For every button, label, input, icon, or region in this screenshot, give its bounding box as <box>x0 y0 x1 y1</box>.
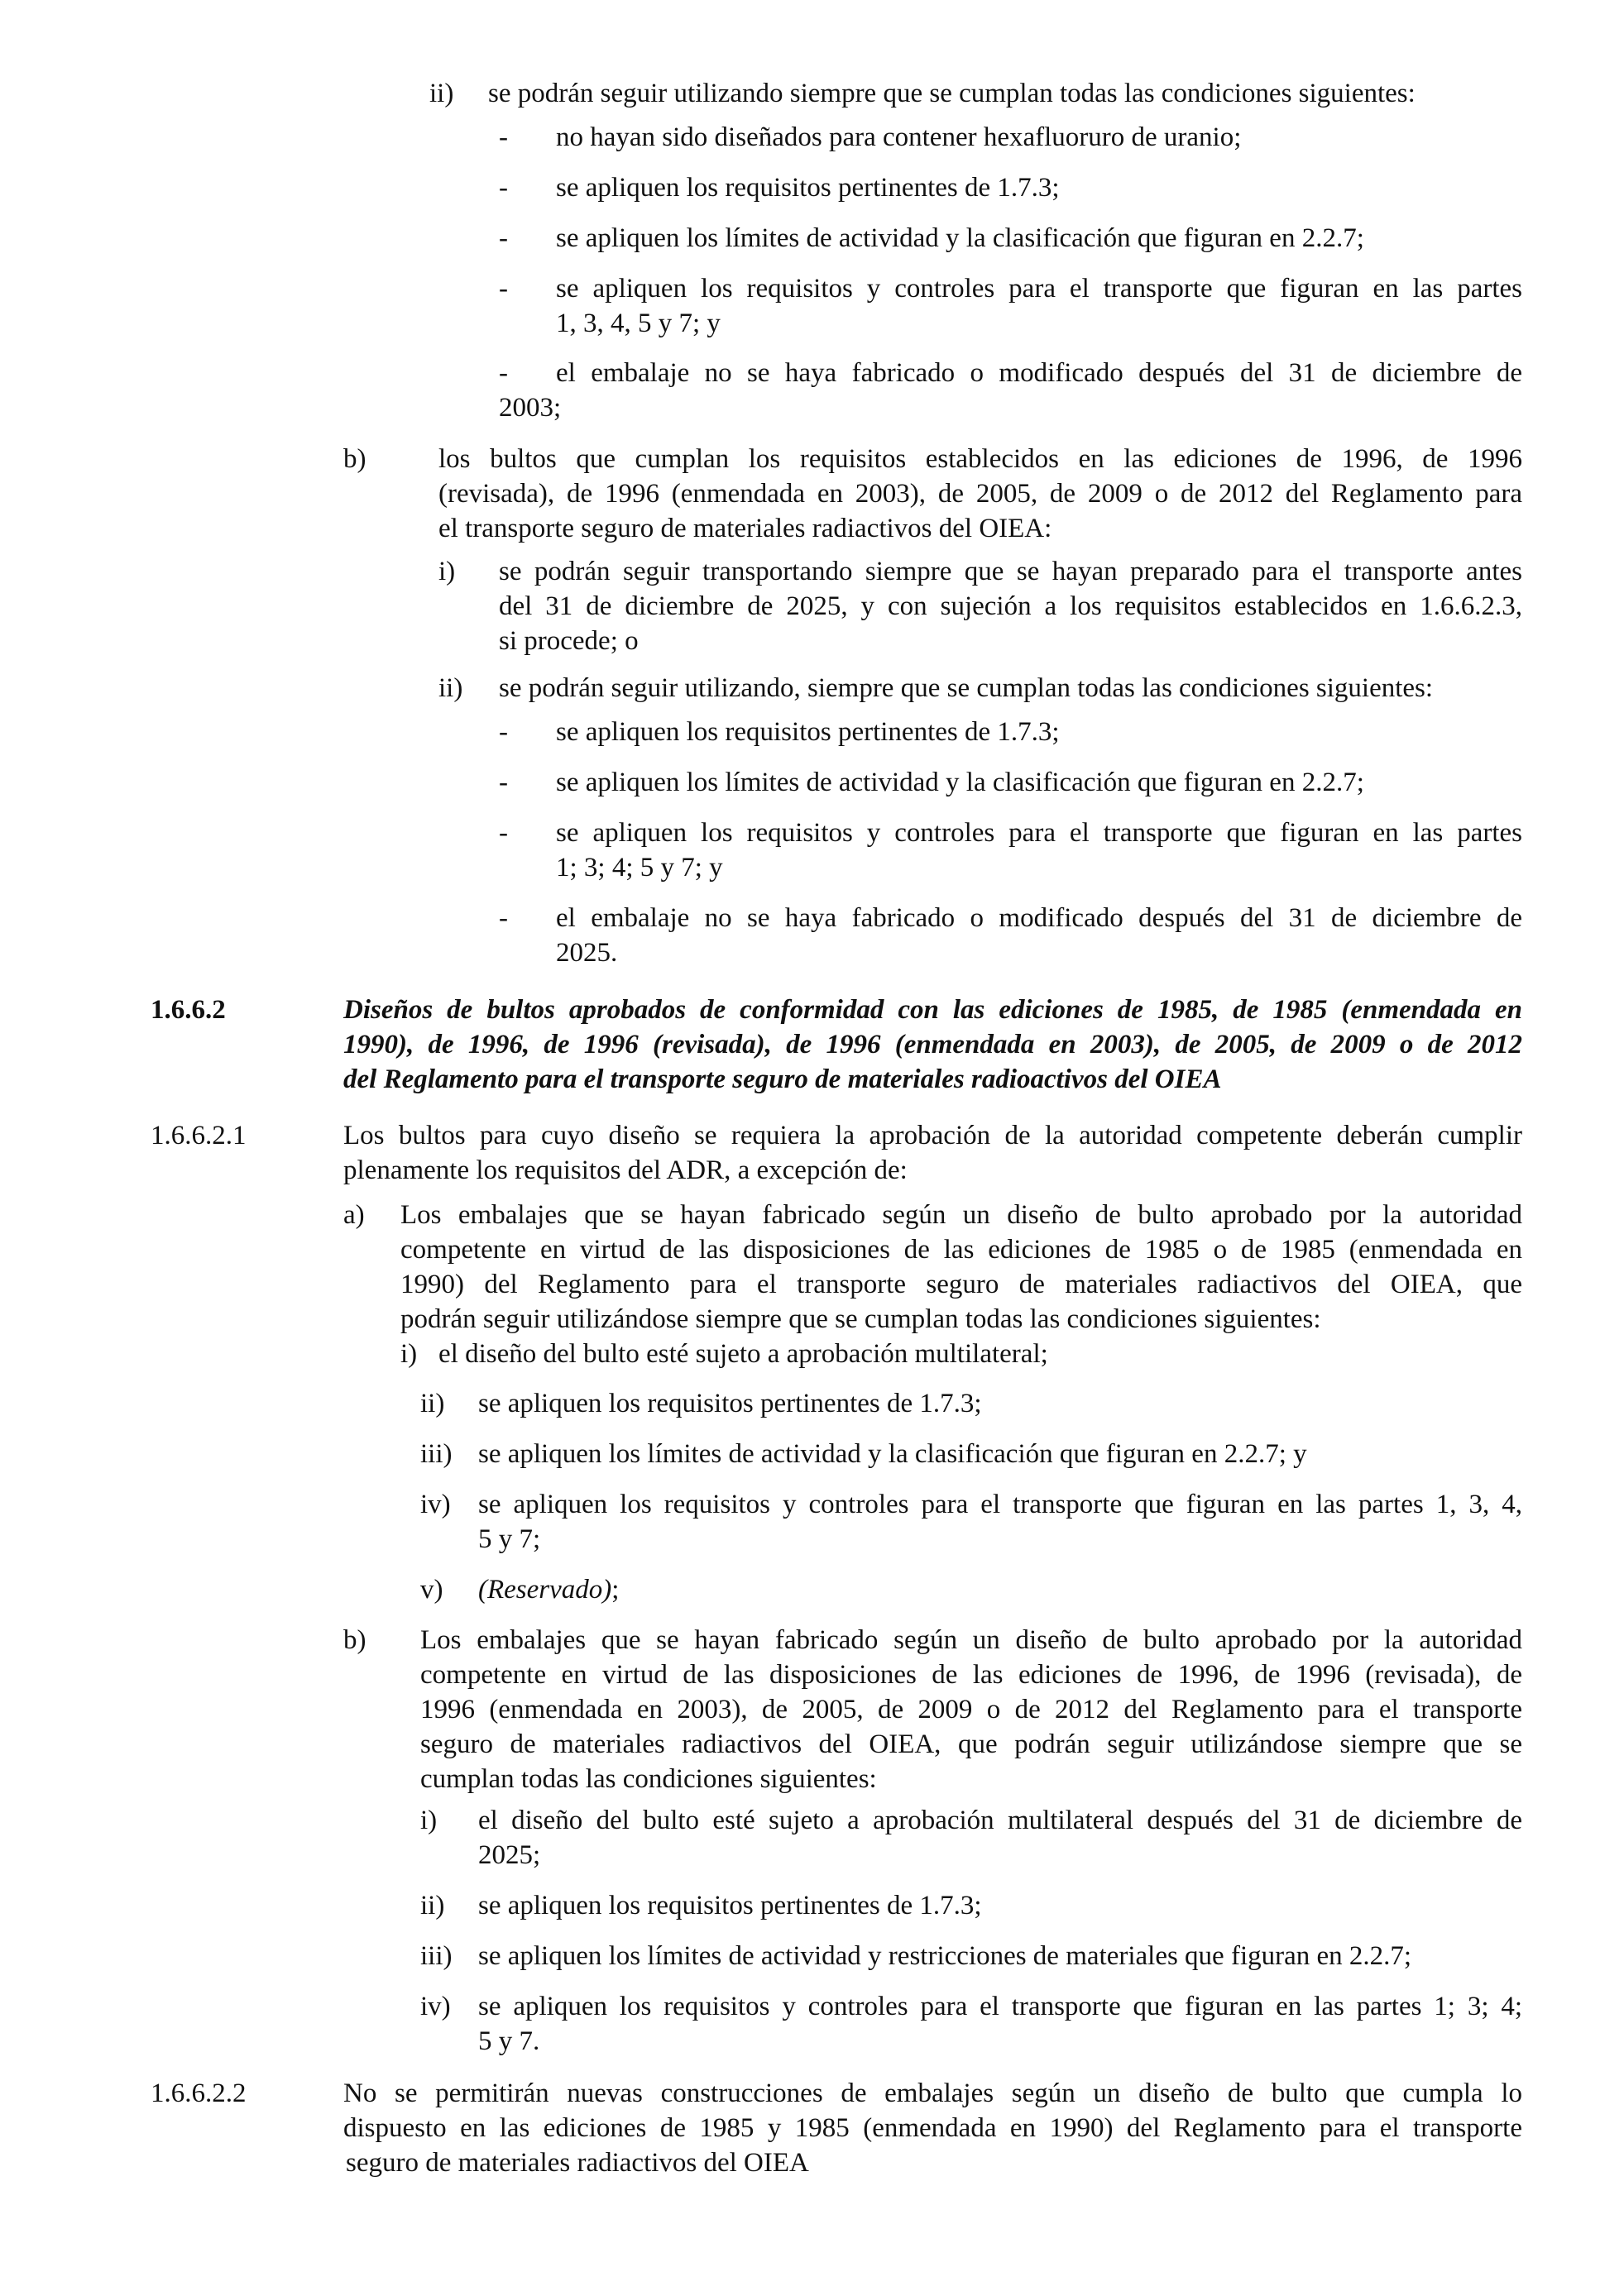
dash-marker: - <box>499 173 508 203</box>
condition-text-cont: 1; 3; 4; 5 y 7; y <box>556 853 723 883</box>
item-text: (revisada), de 1996 (enmendada en 2003), de 2005, de 2009 o de 2012 del Reglamento para <box>438 479 1522 509</box>
section-number: 1.6.6.2 <box>151 995 226 1025</box>
reserved-punct: ; <box>611 1575 620 1605</box>
condition-text-cont: 2025. <box>556 938 618 968</box>
subitem-marker: iii) <box>420 1439 453 1469</box>
condition-text: se apliquen los requisitos y controles para el transporte que figuran en las partes <box>556 818 1522 848</box>
item-marker: i) <box>438 557 456 586</box>
dash-marker: - <box>499 122 508 152</box>
subitem-marker: iii) <box>420 1941 453 1971</box>
item-text: podrán seguir utilizándose siempre que se cumplan todas las condiciones siguientes: <box>400 1304 1321 1334</box>
item-marker: ii) <box>429 79 454 108</box>
section-text: plenamente los requisitos del ADR, a excepción de: <box>343 1155 908 1185</box>
dash-marker: - <box>499 903 508 933</box>
item-text: Los embalajes que se hayan fabricado según un diseño de bulto aprobado por la autoridad <box>420 1625 1522 1655</box>
subitem-text: se apliquen los límites de actividad y la clasificación que figuran en 2.2.7; y <box>478 1439 1307 1469</box>
section-text: dispuesto en las ediciones de 1985 y 1985 (enmendada en 1990) del Reglamento para el transporte <box>343 2113 1522 2143</box>
dash-marker: - <box>499 818 508 848</box>
dash-marker: - <box>499 717 508 747</box>
item-marker: b) <box>343 444 366 474</box>
section-text: seguro de materiales radiactivos del OIEA <box>346 2148 809 2178</box>
condition-text: se apliquen los requisitos y controles para el transporte que figuran en las partes <box>556 274 1522 304</box>
condition-text: se apliquen los límites de actividad y la clasificación que figuran en 2.2.7; <box>556 768 1364 797</box>
item-marker: b) <box>343 1625 366 1655</box>
item-text: del 31 de diciembre de 2025, y con sujeción a los requisitos establecidos en 1.6.6.2.3, <box>499 591 1522 621</box>
item-text: se podrán seguir utilizando siempre que se cumplan todas las condiciones siguientes: <box>488 79 1416 108</box>
item-text: seguro de materiales radiactivos del OIEA, que podrán seguir utilizándose siempre que se <box>420 1729 1522 1759</box>
section-text: No se permitirán nuevas construcciones de embalajes según un diseño de bulto que cumpla lo <box>343 2078 1522 2108</box>
subitem-marker: iv) <box>420 1992 451 2021</box>
subitem-text: se apliquen los requisitos y controles para el transporte que figuran en las partes 1, 3, 4, <box>478 1490 1522 1519</box>
condition-text-cont: 1, 3, 4, 5 y 7; y <box>556 309 721 338</box>
item-marker: a) <box>343 1200 365 1230</box>
condition-text: se apliquen los límites de actividad y la clasificación que figuran en 2.2.7; <box>556 223 1364 253</box>
condition-text: se apliquen los requisitos pertinentes de 1.7.3; <box>556 173 1060 203</box>
item-text: el transporte seguro de materiales radiactivos del OIEA: <box>438 514 1052 543</box>
section-number: 1.6.6.2.2 <box>151 2078 247 2108</box>
item-text: 1996 (enmendada en 2003), de 2005, de 2009 o de 2012 del Reglamento para el transporte <box>420 1695 1522 1724</box>
item-text: se podrán seguir transportando siempre que se hayan preparado para el transporte antes <box>499 557 1522 586</box>
reserved-label: (Reservado) <box>478 1575 612 1605</box>
subitem-marker: i) <box>420 1806 438 1835</box>
section-title: del Reglamento para el transporte seguro de materiales radioactivos del OIEA <box>343 1064 1222 1094</box>
subitem-marker: i) <box>400 1339 418 1369</box>
subitem-text: se apliquen los límites de actividad y restricciones de materiales que figuran en 2.2.7; <box>478 1941 1412 1971</box>
dash-marker: - <box>499 358 508 388</box>
item-text: si procede; o <box>499 626 639 656</box>
dash-marker: - <box>499 223 508 253</box>
condition-text: se apliquen los requisitos pertinentes de 1.7.3; <box>556 717 1060 747</box>
item-text: competente en virtud de las disposiciones de las ediciones de 1996, de 1996 (revisada), de <box>420 1660 1522 1690</box>
item-text: se podrán seguir utilizando, siempre que se cumplan todas las condiciones siguientes: <box>499 673 1434 703</box>
item-text: los bultos que cumplan los requisitos establecidos en las ediciones de 1996, de 1996 <box>438 444 1522 474</box>
subitem-text <box>478 1572 619 1607</box>
item-text: Los embalajes que se hayan fabricado según un diseño de bulto aprobado por la autoridad <box>400 1200 1522 1230</box>
dash-marker: - <box>499 274 508 304</box>
subitem-marker: ii) <box>420 1891 445 1921</box>
item-text: cumplan todas las condiciones siguientes: <box>420 1764 877 1794</box>
subitem-text: se apliquen los requisitos pertinentes de 1.7.3; <box>478 1891 982 1921</box>
section-text: Los bultos para cuyo diseño se requiera la aprobación de la autoridad competente deberán cumplir <box>343 1121 1522 1150</box>
subitem-text-cont: 5 y 7. <box>478 2026 540 2056</box>
condition-text: no hayan sido diseñados para contener hexafluoruro de uranio; <box>556 122 1242 152</box>
subitem-marker: ii) <box>420 1389 445 1418</box>
condition-text-cont: 2003; <box>499 393 562 423</box>
section-title: 1990), de 1996, de 1996 (revisada), de 1996 (enmendada en 2003), de 2005, de 2009 o de 2012 <box>343 1030 1522 1060</box>
condition-text: el embalaje no se haya fabricado o modificado después del 31 de diciembre de <box>556 358 1522 388</box>
item-text: 1990) del Reglamento para el transporte seguro de materiales radiactivos del OIEA, que <box>400 1270 1522 1299</box>
subitem-text-cont: 2025; <box>478 1840 541 1870</box>
subitem-text-cont: 5 y 7; <box>478 1524 541 1554</box>
section-title: Diseños de bultos aprobados de conformidad con las ediciones de 1985, de 1985 (enmendada en <box>343 995 1522 1025</box>
subitem-marker: iv) <box>420 1490 451 1519</box>
item-text: competente en virtud de las disposiciones de las ediciones de 1985 o de 1985 (enmendada en <box>400 1235 1522 1265</box>
dash-marker: - <box>499 768 508 797</box>
subitem-text: se apliquen los requisitos y controles para el transporte que figuran en las partes 1; 3; 4; <box>478 1992 1522 2021</box>
subitem-text: se apliquen los requisitos pertinentes de 1.7.3; <box>478 1389 982 1418</box>
subitem-marker: v) <box>420 1575 443 1605</box>
section-number: 1.6.6.2.1 <box>151 1121 247 1150</box>
subitem-text: el diseño del bulto esté sujeto a aprobación multilateral; <box>438 1339 1048 1369</box>
item-marker: ii) <box>438 673 463 703</box>
condition-text: el embalaje no se haya fabricado o modificado después del 31 de diciembre de <box>556 903 1522 933</box>
subitem-text: el diseño del bulto esté sujeto a aprobación multilateral después del 31 de diciembre de <box>478 1806 1522 1835</box>
